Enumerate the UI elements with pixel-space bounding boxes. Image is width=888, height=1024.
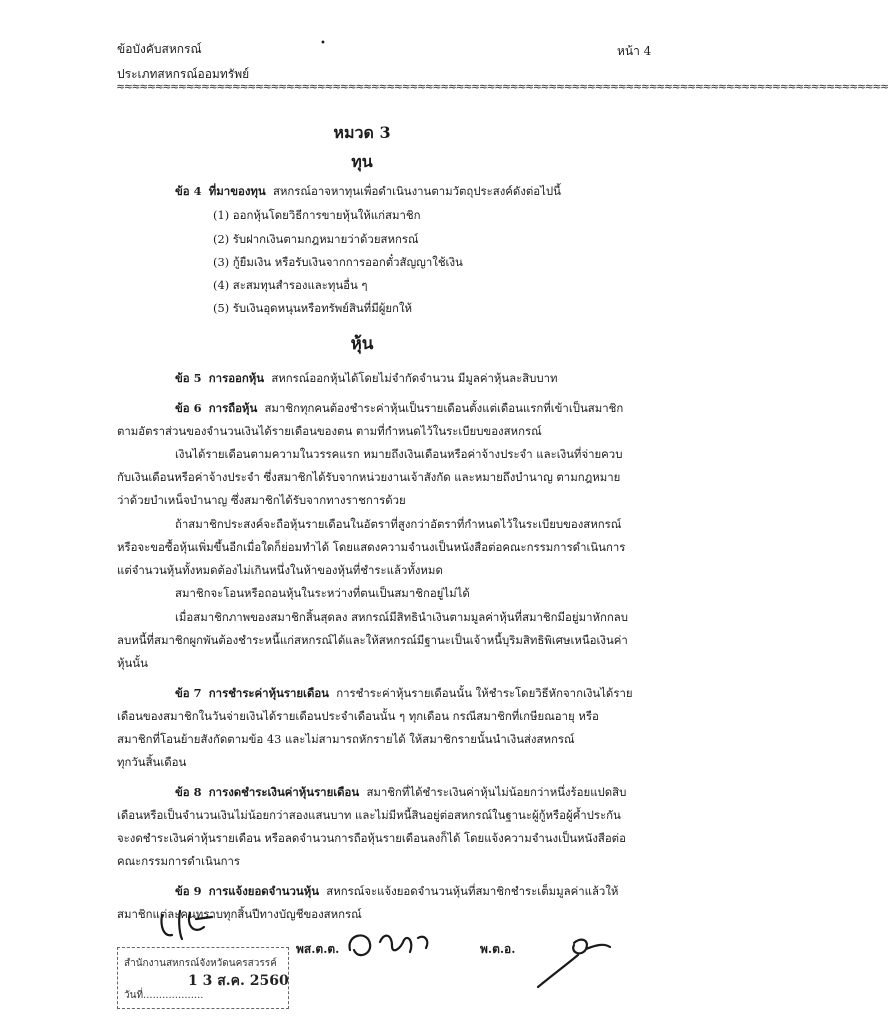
clause-7-line: ทุกวันสิ้นเดือน bbox=[117, 755, 187, 769]
clause-7-heading: การชำระค่าหุ้นรายเดือน bbox=[208, 686, 329, 700]
stamp-date: 1 3 ส.ค. 2560 bbox=[188, 973, 289, 989]
signature-right bbox=[530, 925, 615, 995]
clause-5-heading: การออกหุ้น bbox=[208, 371, 265, 385]
handwritten-initials-left bbox=[150, 905, 220, 945]
clause-9-rest: สมาชิกแต่ละคนทราบทุกสิ้นปีทางบัญชีของสหกรณ์ bbox=[117, 907, 362, 921]
clause-4 bbox=[175, 183, 561, 201]
document-header-title: ข้อบังคับสหกรณ์ bbox=[117, 42, 202, 56]
clause-8 bbox=[175, 784, 626, 802]
signature-left-label: พส.ต.ต. bbox=[296, 942, 340, 956]
clause-6-p1-rest: ตามอัตราส่วนของจำนวนเงินได้รายเดือนของตน ตามที่กำหนดไว้ในระเบียบของสหกรณ์ bbox=[117, 424, 542, 438]
clause-9-label: ข้อ 9 bbox=[175, 884, 202, 898]
clause-5-label: ข้อ 5 bbox=[175, 371, 202, 385]
clause-6-heading: การถือหุ้น bbox=[208, 401, 258, 415]
clause-6-p5-line: ลบหนี้ที่สมาชิกผูกพันต้องชำระหนี้แก่สหกรณ์ได้และให้สหกรณ์มีฐานะเป็นเจ้าหนี้บุริมสิทธิพิเศษเหนือเงินค่า bbox=[117, 633, 628, 647]
clause-4-item: (2) รับฝากเงินตามกฎหมายว่าด้วยสหกรณ์ bbox=[213, 232, 419, 246]
clause-9-heading: การแจ้งยอดจำนวนหุ้น bbox=[208, 884, 320, 898]
chapter-subtitle: ทุน bbox=[351, 152, 373, 171]
clause-6-p2-line: กับเงินเดือนหรือค่าจ้างประจำ ซึ่งสมาชิกได้รับจากหน่วยงานเจ้าสังกัด และหมายถึงบำนาญ ตามกฎหมาย bbox=[117, 470, 621, 484]
clause-4-heading: ที่มาของทุน bbox=[208, 184, 266, 198]
clause-8-heading: การงดชำระเงินค่าหุ้นรายเดือน bbox=[208, 785, 360, 799]
clause-4-item: (4) สะสมทุนสำรองและทุนอื่น ๆ bbox=[213, 278, 368, 292]
clause-7-first: การชำระค่าหุ้นรายเดือนนั้น ให้ชำระโดยวิธีหักจากเงินได้ราย bbox=[336, 686, 633, 700]
document-header-subtitle: ประเภทสหกรณ์ออมทรัพย์ bbox=[117, 67, 250, 81]
clause-4-item: (3) กู้ยืมเงิน หรือรับเงินจากการออกตั๋วสัญญาใช้เงิน bbox=[213, 255, 463, 269]
header-divider: ≈≈≈≈≈≈≈≈≈≈≈≈≈≈≈≈≈≈≈≈≈≈≈≈≈≈≈≈≈≈≈≈≈≈≈≈≈≈≈≈≈≈≈≈≈≈≈≈≈≈≈≈≈≈≈≈≈≈≈≈≈≈≈≈≈≈≈≈≈≈≈≈≈≈≈≈≈≈≈≈≈≈≈≈≈≈≈≈≈≈≈≈≈≈≈≈≈≈≈≈ bbox=[116, 80, 888, 93]
signature-left bbox=[340, 920, 435, 968]
page-number: หน้า 4 bbox=[617, 44, 652, 58]
clause-5-text: สหกรณ์ออกหุ้นได้โดยไม่จำกัดจำนวน มีมูลค่าหุ้นละสิบบาท bbox=[271, 371, 558, 385]
clause-6-p5-line: เมื่อสมาชิกภาพของสมาชิกสิ้นสุดลง สหกรณ์มีสิทธินำเงินตามมูลค่าหุ้นที่สมาชิกมีอยู่มาหักกลบ bbox=[175, 610, 628, 624]
clause-6 bbox=[175, 400, 623, 418]
header-dot-mark: • bbox=[320, 38, 326, 49]
clause-6-p3-line: แต่จำนวนหุ้นทั้งหมดต้องไม่เกินหนึ่งในห้าของหุ้นที่ชำระแล้วทั้งหมด bbox=[117, 563, 443, 577]
stamp-date-line: วันที่................... bbox=[124, 990, 204, 1001]
clause-7-label: ข้อ 7 bbox=[175, 686, 202, 700]
office-received-stamp bbox=[117, 947, 289, 1009]
signature-right-label: พ.ต.อ. bbox=[480, 942, 516, 956]
clause-7 bbox=[175, 685, 633, 703]
clause-9 bbox=[175, 883, 618, 901]
clause-6-p5-line: หุ้นนั้น bbox=[117, 656, 148, 670]
clause-6-p2-line: เงินได้รายเดือนตามความในวรรคแรก หมายถึงเงินเดือนหรือค่าจ้างประจำ และเงินที่จ่ายควบ bbox=[175, 447, 623, 461]
stamp-office-name: สำนักงานสหกรณ์จังหวัดนครสวรรค์ bbox=[124, 958, 277, 969]
clause-8-line: เดือนหรือเป็นจำนวนเงินไม่น้อยกว่าสองแสนบาท และไม่มีหนี้สินอยู่ต่อสหกรณ์ในฐานะผู้กู้หรือผู้ค้ำประกัน bbox=[117, 808, 621, 822]
clause-4-item: (5) รับเงินอุดหนุนหรือทรัพย์สินที่มีผู้ยกให้ bbox=[213, 301, 413, 315]
section-heading-shares: หุ้น bbox=[350, 334, 374, 354]
clause-6-p1-first: สมาชิกทุกคนต้องชำระค่าหุ้นเป็นรายเดือนตั้งแต่เดือนแรกที่เข้าเป็นสมาชิก bbox=[264, 401, 624, 415]
clause-8-label: ข้อ 8 bbox=[175, 785, 202, 799]
clause-8-line: คณะกรรมการดำเนินการ bbox=[117, 854, 241, 868]
clause-4-item: (1) ออกหุ้นโดยวิธีการขายหุ้นให้แก่สมาชิก bbox=[213, 208, 421, 222]
clause-6-p2-line: ว่าด้วยบำเหน็จบำนาญ ซึ่งสมาชิกได้รับจากทางราชการด้วย bbox=[117, 493, 406, 507]
clause-6-p3-line: ถ้าสมาชิกประสงค์จะถือหุ้นรายเดือนในอัตราที่สูงกว่าอัตราที่กำหนดไว้ในระเบียบของสหกรณ์ bbox=[175, 517, 622, 531]
clause-8-first: สมาชิกที่ได้ชำระเงินค่าหุ้นไม่น้อยกว่าหนึ่งร้อยแปดสิบ bbox=[366, 785, 627, 799]
chapter-title: หมวด 3 bbox=[333, 123, 391, 142]
clause-7-line: สมาชิกที่โอนย้ายสังกัดตามข้อ 43 และไม่สามารถหักรายได้ ให้สมาชิกรายนั้นนำเงินส่งสหกรณ์ bbox=[117, 732, 575, 746]
clause-5 bbox=[175, 370, 558, 388]
clause-6-label: ข้อ 6 bbox=[175, 401, 202, 415]
clause-9-first: สหกรณ์จะแจ้งยอดจำนวนหุ้นที่สมาชิกชำระเต็มมูลค่าแล้วให้ bbox=[326, 884, 619, 898]
clause-7-line: เดือนของสมาชิกในวันจ่ายเงินได้รายเดือนประจำเดือนนั้น ๆ ทุกเดือน กรณีสมาชิกที่เกษียณอายุ หรือ bbox=[117, 709, 599, 723]
clause-8-line: จะงดชำระเงินค่าหุ้นรายเดือน หรือลดจำนวนการถือหุ้นรายเดือนลงก็ได้ โดยแจ้งความจำนงเป็นหนังสือต่อ bbox=[117, 831, 626, 845]
clause-6-p3-line: หรือจะขอซื้อหุ้นเพิ่มขึ้นอีกเมื่อใดก็ย่อมทำได้ โดยแสดงความจำนงเป็นหนังสือต่อคณะกรรมการดำเนินการ bbox=[117, 540, 626, 554]
clause-4-intro: สหกรณ์อาจหาทุนเพื่อดำเนินงานตามวัตถุประสงค์ดังต่อไปนี้ bbox=[272, 184, 561, 198]
clause-6-p4: สมาชิกจะโอนหรือถอนหุ้นในระหว่างที่ตนเป็นสมาชิกอยู่ไม่ได้ bbox=[175, 586, 470, 600]
clause-4-label: ข้อ 4 bbox=[175, 184, 202, 198]
